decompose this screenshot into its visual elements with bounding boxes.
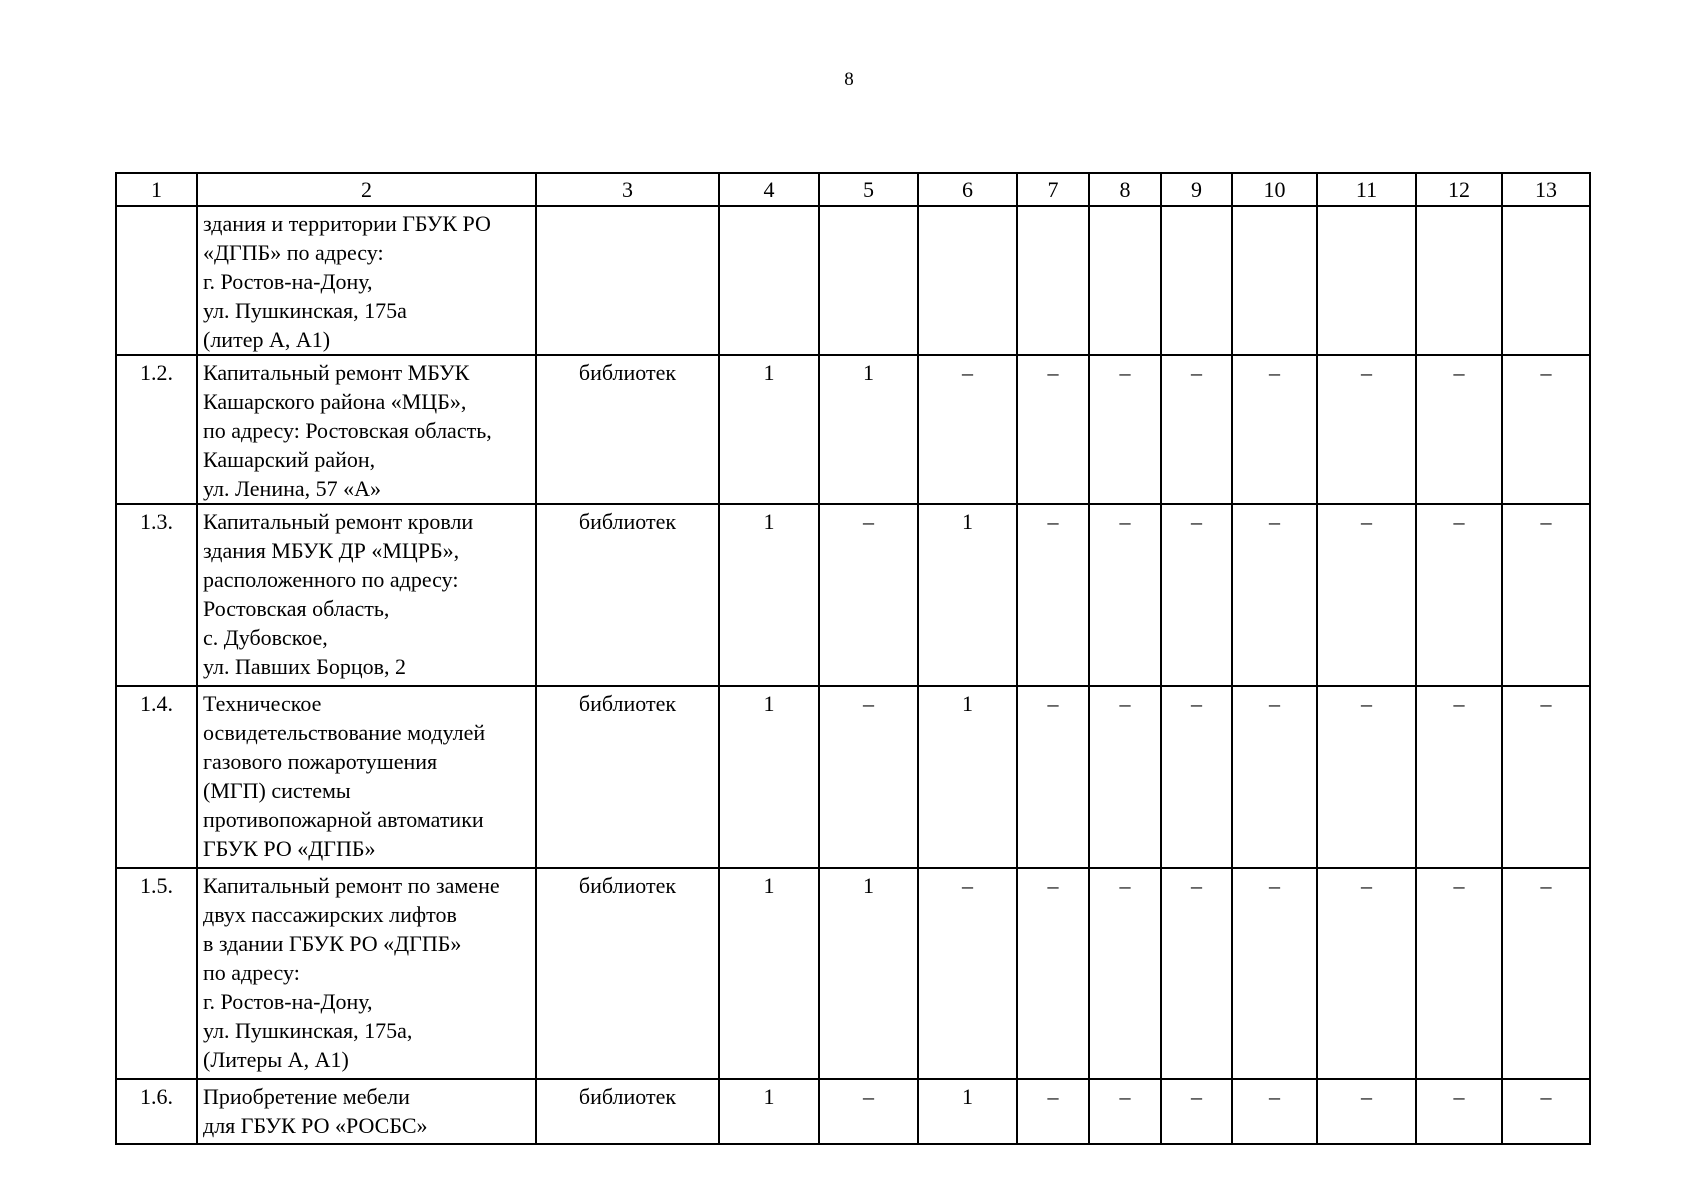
- row-value: –: [1161, 355, 1232, 504]
- row-value: –: [918, 868, 1017, 1079]
- row-value: –: [1017, 686, 1089, 868]
- column-header: 3: [536, 173, 719, 206]
- row-value: –: [1017, 355, 1089, 504]
- table-row: [116, 355, 1590, 504]
- row-value: –: [1089, 686, 1161, 868]
- row-description: Приобретение мебели для ГБУК РО «РОСБС»: [197, 1079, 536, 1144]
- row-value: –: [1161, 868, 1232, 1079]
- row-number: [116, 206, 197, 355]
- row-value: –: [1416, 868, 1502, 1079]
- column-header: 4: [719, 173, 819, 206]
- row-description: Капитальный ремонт по замене двух пассажирских лифтов в здании ГБУК РО «ДГПБ» по адресу: г. Ростов-на-Дону, ул. Пушкинская, 175а, (Литеры А, А1): [197, 868, 536, 1079]
- column-header: 8: [1089, 173, 1161, 206]
- row-value: –: [1317, 868, 1416, 1079]
- row-value: –: [1232, 868, 1317, 1079]
- row-value: –: [1317, 686, 1416, 868]
- row-description: Капитальный ремонт кровли здания МБУК ДР «МЦРБ», расположенного по адресу: Ростовская область, с. Дубовское, ул. Павших Борцов, 2: [197, 504, 536, 686]
- document-table: [115, 172, 1591, 1145]
- row-number: 1.4.: [116, 686, 197, 868]
- row-value: –: [1161, 504, 1232, 686]
- table-row: [116, 868, 1590, 1079]
- row-type: библиотек: [536, 1079, 719, 1144]
- row-description: Капитальный ремонт МБУК Кашарского района «МЦБ», по адресу: Ростовская область, Кашарский район, ул. Ленина, 57 «А»: [197, 355, 536, 504]
- page-number: 8: [844, 69, 854, 90]
- row-value: 1: [719, 686, 819, 868]
- row-value: 1: [918, 686, 1017, 868]
- row-value: 1: [719, 504, 819, 686]
- row-value: [1232, 206, 1317, 355]
- column-header: 5: [819, 173, 918, 206]
- row-type: библиотек: [536, 504, 719, 686]
- row-value: [1502, 206, 1590, 355]
- row-value: –: [1416, 355, 1502, 504]
- row-number: 1.5.: [116, 868, 197, 1079]
- row-value: 1: [819, 868, 918, 1079]
- row-value: [1416, 206, 1502, 355]
- table-row: [116, 686, 1590, 868]
- column-header: 7: [1017, 173, 1089, 206]
- column-header: 1: [116, 173, 197, 206]
- row-value: –: [1017, 868, 1089, 1079]
- row-value: –: [819, 1079, 918, 1144]
- row-value: –: [819, 504, 918, 686]
- table-row: [116, 206, 1590, 355]
- row-type: библиотек: [536, 686, 719, 868]
- row-value: 1: [719, 868, 819, 1079]
- row-value: –: [1416, 504, 1502, 686]
- row-value: –: [1502, 686, 1590, 868]
- row-description: здания и территории ГБУК РО «ДГПБ» по адресу: г. Ростов-на-Дону, ул. Пушкинская, 175а (литер А, А1): [197, 206, 536, 355]
- table-header-row: [116, 173, 1590, 206]
- row-value: [719, 206, 819, 355]
- column-header: 9: [1161, 173, 1232, 206]
- row-value: –: [1232, 355, 1317, 504]
- row-value: –: [819, 686, 918, 868]
- table-row: [116, 504, 1590, 686]
- row-value: 1: [819, 355, 918, 504]
- row-value: –: [1089, 1079, 1161, 1144]
- column-header: 2: [197, 173, 536, 206]
- row-number: 1.6.: [116, 1079, 197, 1144]
- row-value: –: [1317, 504, 1416, 686]
- row-value: 1: [918, 1079, 1017, 1144]
- row-value: –: [1502, 355, 1590, 504]
- row-value: [819, 206, 918, 355]
- column-header: 6: [918, 173, 1017, 206]
- row-number: 1.2.: [116, 355, 197, 504]
- row-value: [1161, 206, 1232, 355]
- row-value: –: [1502, 1079, 1590, 1144]
- row-value: –: [1089, 504, 1161, 686]
- column-header: 11: [1317, 173, 1416, 206]
- row-type: библиотек: [536, 868, 719, 1079]
- row-type: [536, 206, 719, 355]
- row-value: [1089, 206, 1161, 355]
- row-value: –: [1502, 868, 1590, 1079]
- row-value: –: [1017, 1079, 1089, 1144]
- row-value: –: [1161, 686, 1232, 868]
- row-value: –: [1416, 1079, 1502, 1144]
- row-value: [918, 206, 1017, 355]
- row-value: –: [1232, 1079, 1317, 1144]
- row-value: –: [1317, 355, 1416, 504]
- row-number: 1.3.: [116, 504, 197, 686]
- row-value: –: [1089, 355, 1161, 504]
- row-value: 1: [719, 1079, 819, 1144]
- row-value: –: [1017, 504, 1089, 686]
- table-row: [116, 1079, 1590, 1144]
- row-value: –: [1089, 868, 1161, 1079]
- row-value: [1017, 206, 1089, 355]
- column-header: 13: [1502, 173, 1590, 206]
- row-value: –: [1232, 504, 1317, 686]
- row-value: –: [1502, 504, 1590, 686]
- row-value: 1: [918, 504, 1017, 686]
- row-value: [1317, 206, 1416, 355]
- row-value: –: [1416, 686, 1502, 868]
- row-value: –: [1232, 686, 1317, 868]
- column-header: 12: [1416, 173, 1502, 206]
- row-value: 1: [719, 355, 819, 504]
- row-value: –: [1317, 1079, 1416, 1144]
- row-description: Техническое освидетельствование модулей газового пожаротушения (МГП) системы противопожарной автоматики ГБУК РО «ДГПБ»: [197, 686, 536, 868]
- column-header: 10: [1232, 173, 1317, 206]
- row-value: –: [918, 355, 1017, 504]
- row-type: библиотек: [536, 355, 719, 504]
- row-value: –: [1161, 1079, 1232, 1144]
